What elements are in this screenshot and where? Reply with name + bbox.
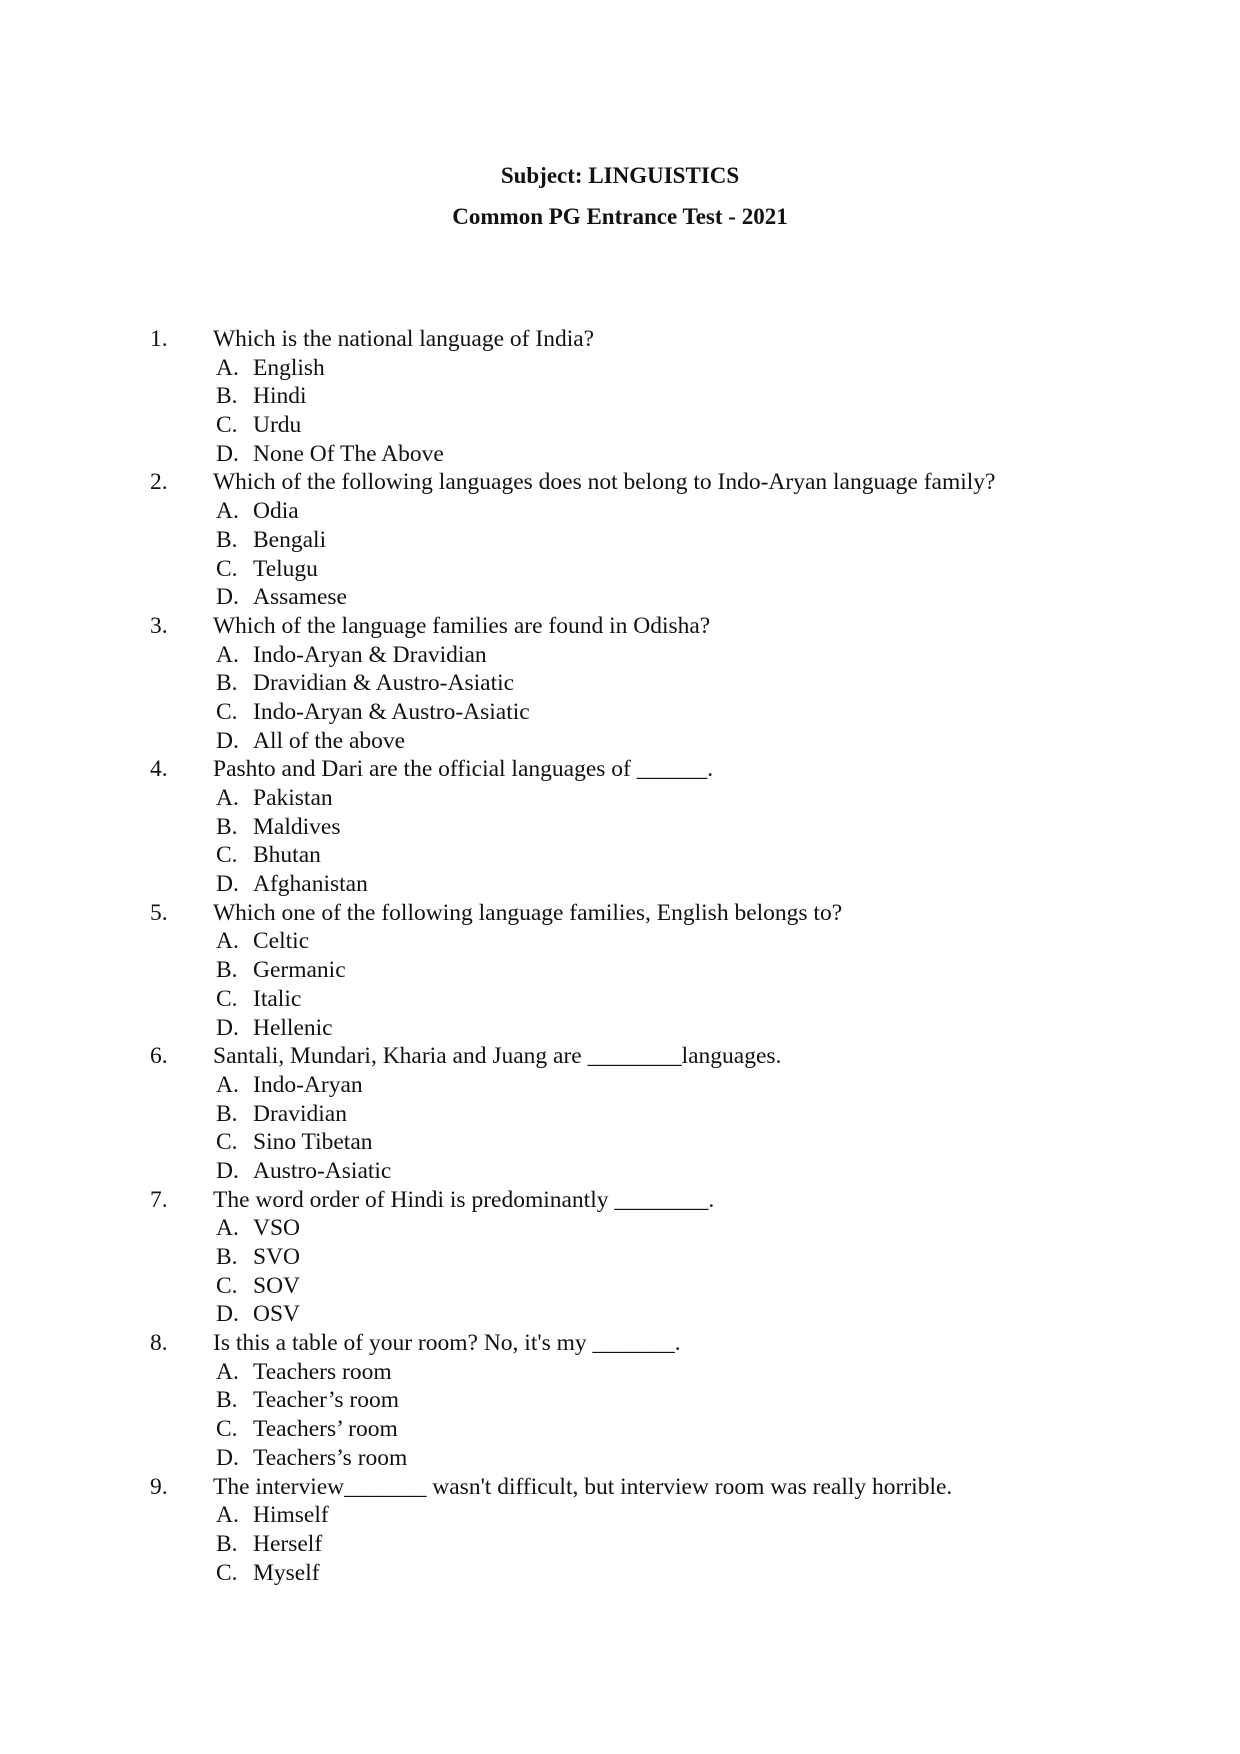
question-2-option-b [0,526,1240,555]
question-4-option-c [0,841,1240,870]
option-letter: B. [216,813,238,840]
option-text: Bhutan [253,842,321,869]
option-letter: A. [216,928,239,955]
option-letter: A. [216,1215,239,1242]
option-text: Dravidian [253,1100,347,1127]
question-9-option-b [0,1530,1240,1559]
question-7-option-b [0,1243,1240,1272]
option-letter: D. [216,727,239,754]
question-1-option-c [0,411,1240,440]
option-letter: B. [216,670,238,697]
option-text: Afghanistan [253,871,368,898]
option-letter: C. [216,985,238,1012]
option-letter: D. [216,1301,239,1328]
option-letter: D. [216,584,239,611]
test-heading: Common PG Entrance Test - 2021 [452,204,788,229]
option-letter: A. [216,1071,239,1098]
question-number: 1. [150,326,168,352]
option-text: Himself [253,1502,329,1529]
question-5-option-b [0,956,1240,985]
question-4-option-b [0,813,1240,842]
question-number: 5. [150,899,168,926]
question-7-option-a [0,1214,1240,1243]
question-number: 4. [150,756,168,783]
question-9 [0,1473,1240,1502]
question-3-option-c [0,698,1240,727]
option-text: Sino Tibetan [253,1129,373,1156]
question-number: 3. [150,612,168,639]
option-letter: C. [216,1129,238,1156]
option-letter: C. [216,698,238,725]
question-5-option-a [0,927,1240,956]
option-letter: B. [216,526,238,553]
question-8-option-b [0,1386,1240,1415]
question-8-option-c [0,1415,1240,1444]
question-1-option-b [0,382,1240,411]
option-text: VSO [253,1215,301,1242]
question-5-option-d [0,1014,1240,1043]
question-5-option-c [0,985,1240,1014]
question-1-option-d [0,440,1240,469]
option-letter: B. [216,1530,238,1557]
option-text: All of the above [253,727,406,754]
option-text: OSV [253,1301,301,1328]
question-number: 6. [150,1043,168,1070]
question-4 [0,755,1240,784]
question-4-option-d [0,870,1240,899]
question-9-option-a [0,1501,1240,1530]
question-text: Is this a table of your room? No, it's my _______. [213,1330,681,1357]
question-number: 8. [150,1330,168,1357]
option-text: Hindi [253,383,307,410]
option-text: Germanic [253,957,346,984]
question-7-option-d [0,1300,1240,1329]
question-9-option-c [0,1559,1240,1588]
option-letter: C. [216,555,238,582]
question-text: Which of the language families are found in Odisha? [213,612,711,639]
option-letter: D. [216,1014,239,1041]
option-text: Hellenic [253,1014,333,1041]
option-text: Teachers’ room [253,1416,398,1443]
question-text: Santali, Mundari, Kharia and Juang are ________languages. [213,1043,782,1070]
question-6-option-d [0,1157,1240,1186]
question-3-option-b [0,669,1240,698]
option-letter: A. [216,498,239,525]
option-text: Dravidian & Austro-Asiatic [253,670,515,697]
option-text: Pakistan [253,785,333,811]
question-text: The interview_______ wasn't difficult, but interview room was really horrible. [213,1473,953,1500]
option-letter: B. [216,383,238,410]
option-text: Assamese [253,584,347,611]
option-text: Bengali [253,526,327,553]
question-text: Which of the following languages does not belong to Indo-Aryan language family? [213,469,996,496]
question-1 [0,325,1240,354]
question-text: Which one of the following language families, English belongs to? [213,899,843,926]
option-text: Myself [253,1559,320,1586]
question-6-option-c [0,1128,1240,1157]
question-number: 9. [150,1473,168,1500]
option-text: Herself [253,1530,323,1557]
option-text: Teacher’s room [253,1387,400,1414]
question-7-option-c [0,1272,1240,1301]
question-text: Pashto and Dari are the official languages of ______. [213,756,714,783]
subject-heading: Subject: LINGUISTICS [500,163,740,188]
question-4-option-a [0,784,1240,813]
option-text: Austro-Asiatic [253,1157,392,1184]
option-text: Odia [253,498,299,525]
question-8-option-a [0,1358,1240,1387]
question-1-option-a [0,354,1240,383]
option-letter: B. [216,1100,238,1127]
question-2-option-c [0,555,1240,584]
option-letter: C. [216,842,238,869]
option-text: Urdu [253,412,302,439]
question-2 [0,468,1240,497]
option-text: Italic [253,985,302,1012]
option-letter: B. [216,1244,238,1270]
question-text: Which is the national language of India? [213,326,595,352]
question-number: 7. [150,1186,168,1213]
option-letter: B. [216,957,238,984]
option-letter: C. [216,1272,238,1299]
question-3 [0,612,1240,641]
question-2-option-a [0,497,1240,526]
option-text: Teachers room [253,1358,392,1385]
option-text: Teachers’s room [253,1444,408,1471]
option-letter: D. [216,1157,239,1184]
option-letter: D. [216,1444,239,1471]
question-8-option-d [0,1444,1240,1473]
option-text: Celtic [253,928,310,955]
question-3-option-d [0,727,1240,756]
question-text: The word order of Hindi is predominantly ________. [213,1186,715,1213]
option-letter: D. [216,440,239,467]
question-8 [0,1329,1240,1358]
option-text: English [253,354,325,381]
option-letter: C. [216,1559,238,1586]
question-6-option-a [0,1071,1240,1100]
option-text: Indo-Aryan & Austro-Asiatic [253,698,530,725]
option-text: Telugu [253,555,318,582]
question-list [0,325,1240,1587]
option-text: Maldives [253,813,341,840]
option-letter: A. [216,1358,239,1385]
option-text: SVO [253,1244,301,1270]
option-text: Indo-Aryan [253,1071,363,1098]
option-letter: A. [216,1502,239,1529]
option-text: SOV [253,1272,301,1299]
option-letter: A. [216,785,239,811]
option-letter: A. [216,641,239,668]
option-letter: A. [216,354,239,381]
question-6-option-b [0,1100,1240,1129]
question-7 [0,1186,1240,1215]
question-2-option-d [0,583,1240,612]
question-3-option-a [0,641,1240,670]
question-number: 2. [150,469,168,496]
question-5 [0,899,1240,928]
option-letter: B. [216,1387,238,1414]
option-letter: C. [216,412,238,439]
question-6 [0,1042,1240,1071]
option-letter: C. [216,1416,238,1443]
option-text: Indo-Aryan & Dravidian [253,641,487,668]
option-text: None Of The Above [253,440,444,467]
option-letter: D. [216,871,239,898]
